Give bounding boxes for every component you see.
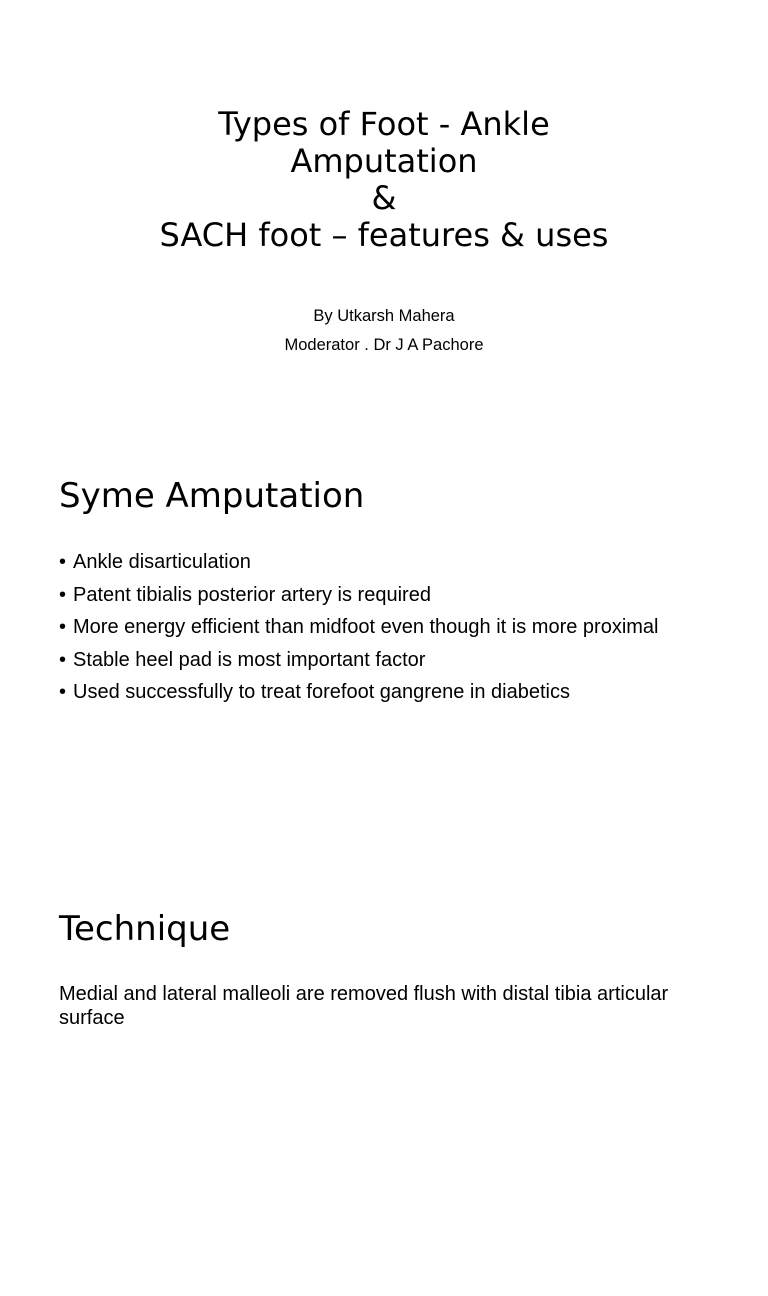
list-item-text: More energy efficient than midfoot even though it is more proximal	[73, 616, 659, 638]
list-item	[59, 611, 659, 644]
bullet-list	[59, 546, 659, 709]
title-line: &	[371, 179, 397, 217]
bullet-icon: •	[59, 551, 67, 573]
list-item	[59, 676, 659, 709]
title-line: SACH foot – features & uses	[159, 216, 609, 254]
list-item-text: Ankle disarticulation	[73, 551, 251, 573]
technique-slide	[0, 864, 768, 1296]
slide-body-text: Medial and lateral malleoli are removed flush with distal tibia articular surface	[59, 983, 669, 1029]
list-item-text: Stable heel pad is most important factor	[73, 648, 426, 671]
bullet-icon: •	[59, 583, 67, 606]
presentation-title	[0, 106, 768, 254]
bullet-icon: •	[59, 648, 67, 671]
slide-heading: Syme Amputation	[59, 476, 365, 516]
author-line: By Utkarsh Mahera	[313, 307, 455, 325]
bullet-icon: •	[59, 616, 67, 638]
presentation-subtitle	[0, 302, 768, 359]
title-line: Amputation	[290, 142, 478, 180]
title-line: Types of Foot - Ankle	[218, 105, 550, 143]
list-item-text: Patent tibialis posterior artery is required	[73, 583, 431, 606]
list-item	[59, 579, 659, 612]
syme-amputation-slide	[0, 432, 768, 864]
list-item	[59, 546, 659, 579]
slide-heading: Technique	[59, 909, 231, 949]
list-item	[59, 644, 659, 677]
list-item-text: Used successfully to treat forefoot gangrene in diabetics	[73, 681, 570, 703]
moderator-line: Moderator . Dr J A Pachore	[284, 335, 484, 354]
title-slide	[0, 0, 768, 432]
bullet-icon: •	[59, 681, 67, 703]
